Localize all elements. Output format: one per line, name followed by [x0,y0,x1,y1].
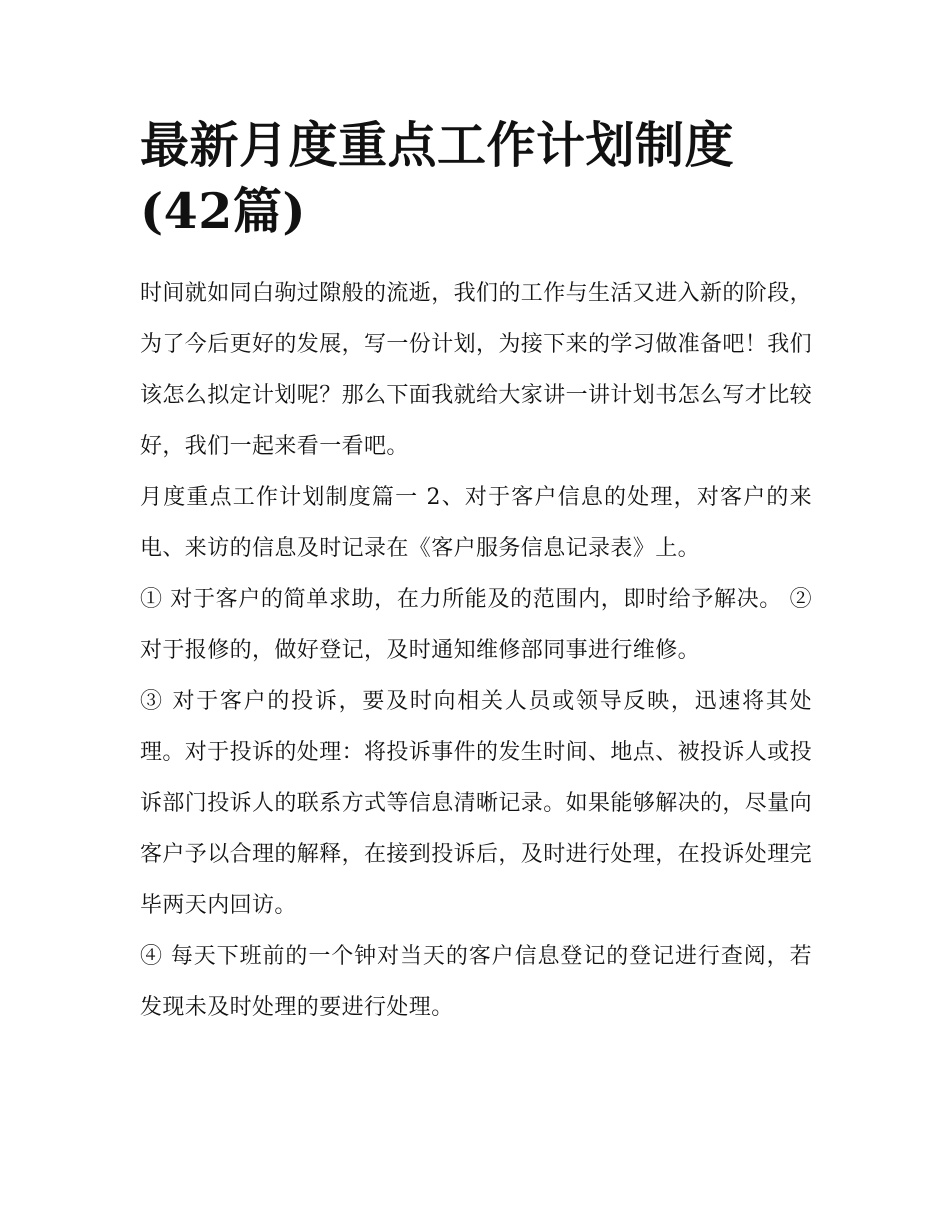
paragraph-item-1-2: ① 对于客户的简单求助，在力所能及的范围内，即时给予解决。 ②对于报修的，做好登记，及时通知维修部同事进行维修。 [140,587,812,663]
paragraph-item-3: ③ 对于客户的投诉，要及时向相关人员或领导反映，迅速将其处理。对于投诉的处理：将投诉事件的发生时间、地点、被投诉人或投诉部门投诉人的联系方式等信息清晰记录。如果能够解决的，尽量向客户予以合理的解释，在接到投诉后，及时进行处理，在投诉处理完毕两天内回访。 [140,689,813,918]
paragraph-item-4: ④ 每天下班前的一个钟对当天的客户信息登记的登记进行查阅，若发现未及时处理的要进行处理。 [140,944,812,1020]
paragraph-intro: 时间就如同白驹过隙般的流逝，我们的工作与生活又进入新的阶段，为了今后更好的发展，写一份计划，为接下来的学习做准备吧！我们该怎么拟定计划呢？那么下面我就给大家讲一讲计划书怎么写才比较好，我们一起来看一看吧。 [140,281,813,459]
document-body [140,268,812,1033]
document-page [140,112,812,1033]
paragraph-section-one: 月度重点工作计划制度篇一 2、对于客户信息的处理，对客户的来电、来访的信息及时记录在《客户服务信息记录表》上。 [140,485,812,561]
document-title: 最新月度重点工作计划制度(42篇) [140,116,735,240]
